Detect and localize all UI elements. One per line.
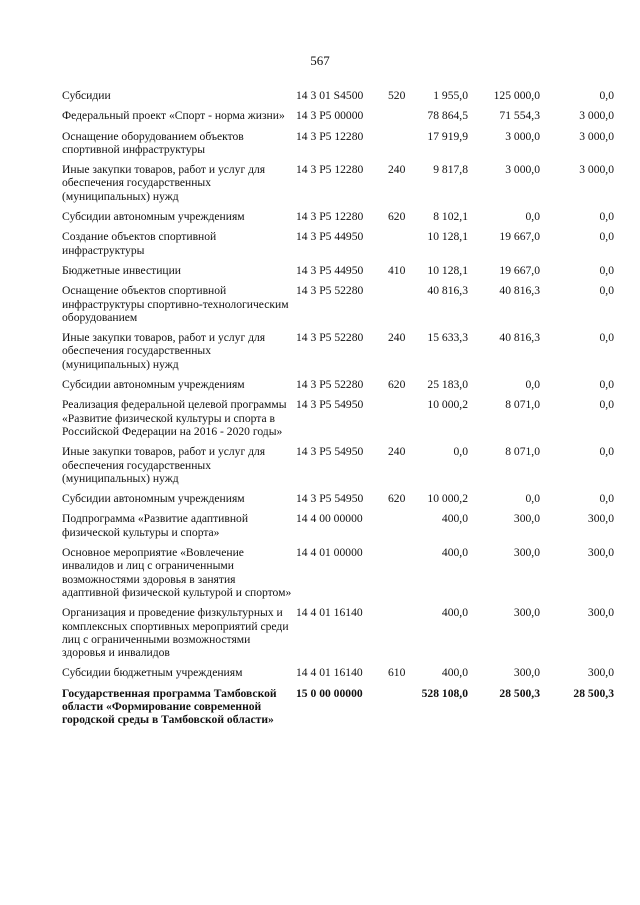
row-value-1: 400,0 — [441, 546, 468, 560]
row-name: Иные закупки товаров, работ и услуг для обеспечения государственных (муниципальных) нужд — [62, 445, 266, 485]
row-value-3: 0,0 — [599, 210, 614, 224]
row-value-1: 400,0 — [441, 512, 468, 526]
table-row — [62, 331, 622, 371]
row-name: Субсидии — [62, 89, 111, 102]
table-row — [62, 398, 622, 438]
row-code: 14 3 P5 54950 — [296, 492, 364, 506]
row-value-1: 0,0 — [453, 445, 468, 459]
table-row — [62, 284, 622, 324]
table-row — [62, 109, 622, 122]
table-row — [62, 445, 622, 485]
row-value-3: 300,0 — [587, 546, 614, 560]
table-row — [62, 512, 622, 539]
row-name: Оснащение оборудованием объектов спортивной инфраструктуры — [62, 129, 244, 156]
row-expense-type: 240 — [388, 445, 406, 459]
row-value-2: 0,0 — [525, 378, 540, 392]
row-name: Организация и проведение физкультурных и комплексных спортивных мероприятий среди лиц с ограниченными возможностями здоровья и инвалидов — [62, 606, 289, 660]
row-value-1: 40 816,3 — [427, 284, 468, 298]
row-code: 14 3 P5 12280 — [296, 163, 364, 177]
row-code: 14 4 01 16140 — [296, 606, 363, 620]
row-value-1: 10 128,1 — [427, 263, 468, 277]
row-value-2: 300,0 — [513, 512, 540, 526]
row-code: 14 4 01 16140 — [296, 666, 363, 680]
table-row — [62, 606, 622, 659]
row-value-3: 300,0 — [587, 666, 614, 680]
row-value-3: 28 500,3 — [573, 686, 614, 700]
row-value-2: 3 000,0 — [505, 163, 540, 177]
row-value-1: 400,0 — [441, 606, 468, 620]
row-value-2: 8 071,0 — [505, 398, 540, 412]
row-value-3: 0,0 — [599, 398, 614, 412]
row-code: 14 3 P5 52280 — [296, 378, 364, 392]
row-value-3: 300,0 — [587, 606, 614, 620]
table-row — [62, 230, 622, 257]
row-value-2: 19 667,0 — [499, 230, 540, 244]
row-expense-type: 620 — [388, 492, 406, 506]
row-name: Реализация федеральной целевой программы «Развитие физической культуры и спорта в Российской Федерации на 2016 - 2020 годы» — [62, 398, 287, 438]
row-value-3: 3 000,0 — [579, 163, 614, 177]
row-name: Субсидии автономным учреждениям — [62, 210, 245, 224]
row-value-2: 71 554,3 — [499, 109, 540, 123]
row-expense-type: 610 — [388, 666, 406, 680]
row-value-1: 10 128,1 — [427, 230, 468, 244]
row-code: 14 3 P5 52280 — [296, 284, 364, 298]
page-number: 567 — [310, 53, 330, 68]
row-value-3: 0,0 — [599, 378, 614, 392]
row-value-3: 3 000,0 — [579, 109, 614, 123]
row-expense-type: 620 — [388, 378, 406, 392]
row-code: 14 3 P5 44950 — [296, 263, 364, 277]
row-value-1: 8 102,1 — [433, 210, 468, 224]
row-value-2: 0,0 — [525, 492, 540, 506]
row-value-1: 10 000,2 — [427, 398, 468, 412]
row-value-3: 0,0 — [599, 89, 614, 102]
row-expense-type: 520 — [388, 89, 406, 102]
row-value-3: 300,0 — [587, 512, 614, 526]
row-value-1: 25 183,0 — [427, 378, 468, 392]
row-expense-type: 620 — [388, 210, 406, 224]
row-name: Бюджетные инвестиции — [62, 263, 182, 277]
row-code: 15 0 00 00000 — [296, 686, 363, 700]
table-row — [62, 264, 622, 277]
row-code: 14 3 P5 00000 — [296, 109, 364, 123]
row-value-2: 40 816,3 — [499, 284, 540, 298]
row-code: 14 3 P5 54950 — [296, 445, 364, 459]
row-code: 14 3 P5 52280 — [296, 331, 364, 345]
table-row — [62, 492, 622, 505]
table-row — [62, 210, 622, 223]
row-name: Государственная программа Тамбовской области «Формирование современной городской среды в Тамбовской области» — [62, 686, 277, 727]
table-row — [62, 378, 622, 391]
row-code: 14 4 00 00000 — [296, 512, 363, 526]
row-value-2: 28 500,3 — [499, 686, 540, 700]
row-code: 14 3 P5 54950 — [296, 398, 364, 412]
row-value-2: 3 000,0 — [505, 129, 540, 143]
row-value-2: 40 816,3 — [499, 331, 540, 345]
row-value-1: 17 919,9 — [427, 129, 468, 143]
row-value-3: 0,0 — [599, 492, 614, 506]
row-value-3: 0,0 — [599, 331, 614, 345]
row-value-3: 0,0 — [599, 445, 614, 459]
row-value-1: 528 108,0 — [421, 686, 468, 700]
row-code: 14 3 P5 12280 — [296, 129, 364, 143]
table-row-program-total — [62, 687, 622, 727]
row-value-1: 1 955,0 — [433, 89, 468, 102]
row-value-2: 300,0 — [513, 666, 540, 680]
budget-table — [62, 89, 622, 727]
row-name: Субсидии автономным учреждениям — [62, 378, 245, 392]
row-value-3: 0,0 — [599, 230, 614, 244]
row-value-2: 125 000,0 — [493, 89, 540, 102]
row-name: Основное мероприятие «Вовлечение инвалидов и лиц с ограниченными возможностями здоровья в занятия адаптивной физической культурой и спортом» — [62, 546, 292, 599]
row-code: 14 3 P5 12280 — [296, 210, 364, 224]
row-name: Иные закупки товаров, работ и услуг для обеспечения государственных (муниципальных) нужд — [62, 163, 266, 203]
row-name: Федеральный проект «Спорт - норма жизни» — [62, 109, 285, 123]
row-value-2: 0,0 — [525, 210, 540, 224]
row-name: Создание объектов спортивной инфраструктуры — [62, 230, 217, 257]
row-expense-type: 410 — [388, 263, 406, 277]
row-value-1: 400,0 — [441, 666, 468, 680]
row-expense-type: 240 — [388, 331, 406, 345]
row-value-3: 3 000,0 — [579, 129, 614, 143]
row-value-1: 15 633,3 — [427, 331, 468, 345]
row-code: 14 4 01 00000 — [296, 546, 363, 560]
row-value-3: 0,0 — [599, 284, 614, 298]
row-expense-type: 240 — [388, 163, 406, 177]
table-row — [62, 89, 622, 102]
row-value-2: 300,0 — [513, 606, 540, 620]
table-row — [62, 666, 622, 679]
row-name: Оснащение объектов спортивной инфраструктуры спортивно-технологическим оборудованием — [62, 284, 289, 324]
row-value-1: 10 000,2 — [427, 492, 468, 506]
row-value-1: 9 817,8 — [433, 163, 468, 177]
table-row — [62, 163, 622, 203]
table-row — [62, 130, 622, 157]
row-value-2: 19 667,0 — [499, 263, 540, 277]
row-value-2: 8 071,0 — [505, 445, 540, 459]
row-name: Подпрограмма «Развитие адаптивной физической культуры и спорта» — [62, 512, 249, 539]
row-code: 14 3 P5 44950 — [296, 230, 364, 244]
row-code: 14 3 01 S4500 — [296, 89, 364, 102]
row-value-3: 0,0 — [599, 263, 614, 277]
row-value-1: 78 864,5 — [427, 109, 468, 123]
row-name: Субсидии бюджетным учреждениям — [62, 666, 243, 680]
row-name: Субсидии автономным учреждениям — [62, 492, 245, 506]
row-name: Иные закупки товаров, работ и услуг для обеспечения государственных (муниципальных) нужд — [62, 331, 266, 371]
row-value-2: 300,0 — [513, 546, 540, 560]
table-row — [62, 546, 622, 599]
